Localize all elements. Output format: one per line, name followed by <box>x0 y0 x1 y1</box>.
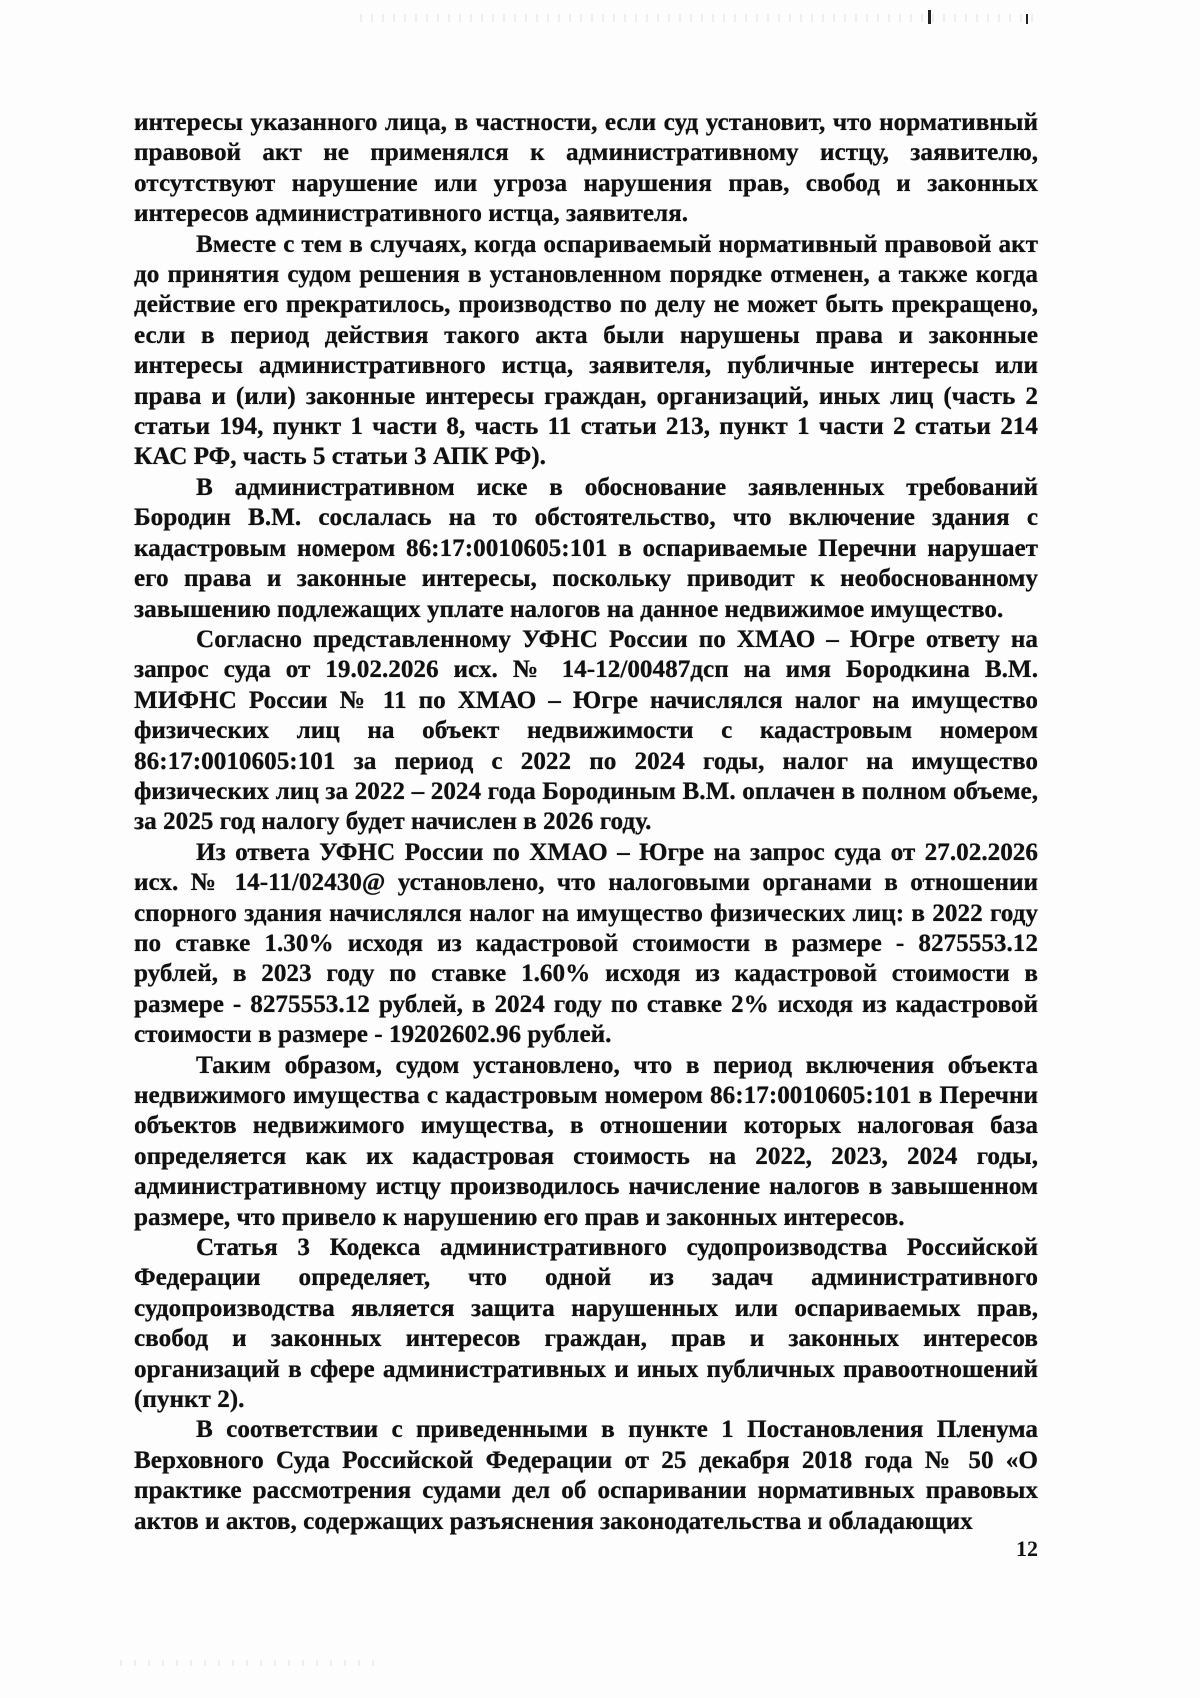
paragraph: Согласно представленному УФНС России по ХМАО – Югре ответу на запрос суда от 19.02.2026 исх. № 14-12/00487дсп на имя Бородкина В.М. МИФНС России № 11 по ХМАО – Югре начислялся налог на имущество физических лиц на объект недвижимости с кадастровым номером 86:17:0010605:101 за период с 2022 по 2024 годы, налог на имущество физических лиц за 2022 – 2024 года Бородиным В.М. оплачен в полном объеме, за 2025 год налогу будет начислен в 2026 году. <box>134 625 1038 836</box>
scan-mark <box>928 10 931 24</box>
paragraph: В соответствии с приведенными в пункте 1 Постановления Пленума Верховного Суда Российской Федерации от 25 декабря 2018 года № 50 «О практике рассмотрения судами дел об оспаривании нормативных правовых актов и актов, содержащих разъяснения законодательства и обладающих <box>134 1416 1038 1535</box>
paragraph: Таким образом, судом установлено, что в период включения объекта недвижимого имущества с кадастровым номером 86:17:0010605:101 в Перечни объектов недвижимого имущества, в отношении которых налоговая база определяется как их кадастровая стоимость на 2022, 2023, 2024 годы, административному истцу производилось начисление налогов в завышенном размере, что привело к нарушению его прав и законных интересов. <box>134 1051 1038 1231</box>
page-number: 12 <box>1016 1536 1038 1561</box>
paragraph: Из ответа УФНС России по ХМАО – Югре на запрос суда от 27.02.2026 исх. № 14-11/02430@ установлено, что налоговыми органами в отношении спорного здания начислялся налог на имущество физических лиц: в 2022 году по ставке 1.30% исходя из кадастровой стоимости в размере - 8275553.12 рублей, в 2023 году по ставке 1.60% исходя из кадастровой стоимости в размере - 8275553.12 рублей, в 2024 году по ставке 2% исходя из кадастровой стоимости в размере - 19202602.96 рублей. <box>134 838 1038 1049</box>
document-body <box>134 108 1038 1537</box>
scan-noise-top <box>360 14 1040 22</box>
scan-noise-bottom <box>120 1660 380 1666</box>
paragraph: В административном иске в обоснование заявленных требований Бородин В.М. сослалась на то обстоятельство, что включение здания с кадастровым номером 86:17:0010605:101 в оспариваемые Перечни нарушает его права и законные интересы, поскольку приводит к необоснованному завышению подлежащих уплате налогов на данное недвижимое имущество. <box>134 473 1038 623</box>
paragraph: интересы указанного лица, в частности, если суд установит, что нормативный правовой акт не применялся к административному истцу, заявителю, отсутствуют нарушение или угроза нарушения прав, свобод и законных интересов административного истца, заявителя. <box>134 109 1038 228</box>
paragraph: Вместе с тем в случаях, когда оспариваемый нормативный правовой акт до принятия судом решения в установленном порядке отменен, а также когда действие его прекратилось, производство по делу не может быть прекращено, если в период действия такого акта были нарушены права и законные интересы административного истца, заявителя, публичные интересы или права и (или) законные интересы граждан, организаций, иных лиц (часть 2 статьи 194, пункт 1 части 8, часть 11 статьи 213, пункт 1 части 2 статьи 214 КАС РФ, часть 5 статьи 3 АПК РФ). <box>134 230 1038 471</box>
scan-mark <box>1026 14 1028 24</box>
paragraph: Статья 3 Кодекса административного судопроизводства Российской Федерации определяет, что одной из задач административного судопроизводства является защита нарушенных или оспариваемых прав, свобод и законных интересов граждан, прав и законных интересов организаций в сфере административных и иных публичных правоотношений (пункт 2). <box>134 1234 1038 1414</box>
